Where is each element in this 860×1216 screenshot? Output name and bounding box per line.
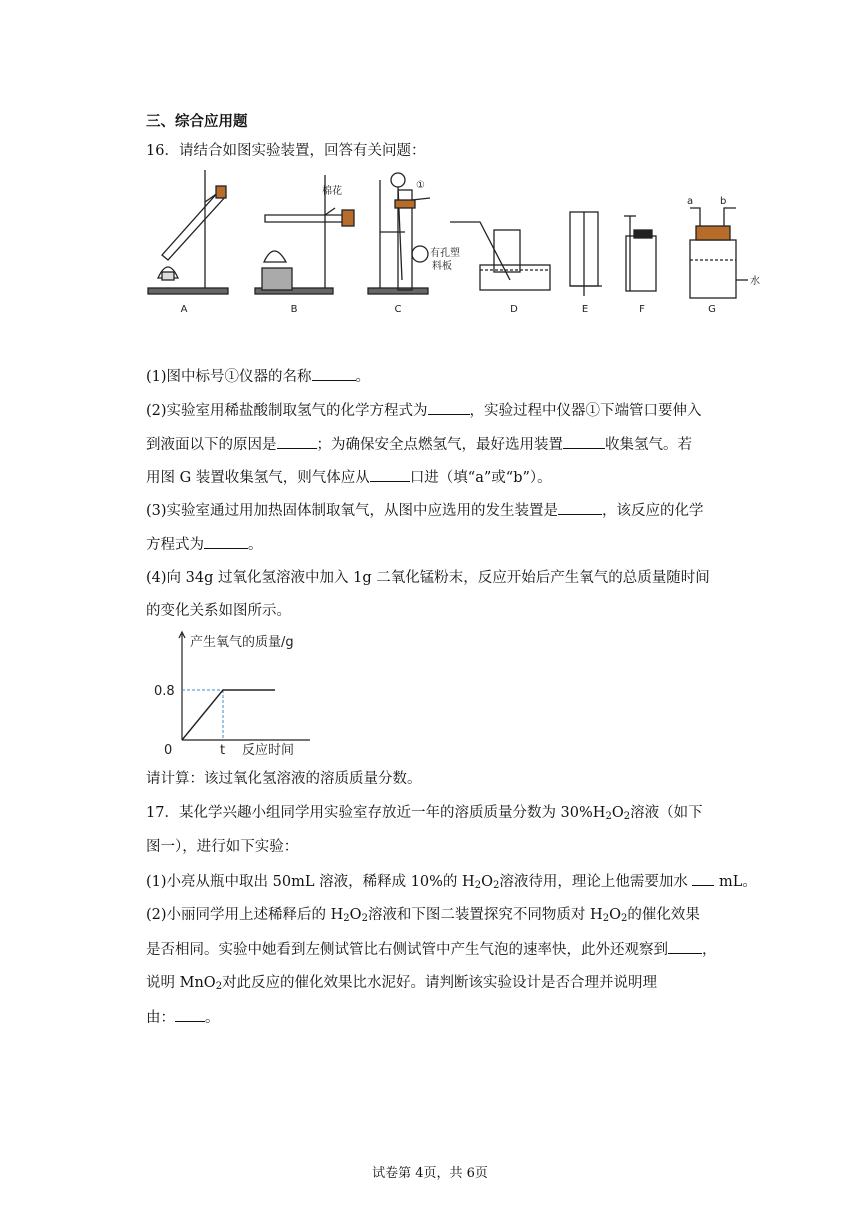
label-g: G [708, 304, 716, 315]
end-mark: 。 [248, 537, 263, 553]
sub-2: 2 [620, 913, 628, 924]
oxygen-mass-chart [150, 628, 350, 763]
y-axis-label: 产生氧气的质量/g [190, 635, 294, 650]
label-a: A [180, 304, 188, 315]
q16-part2-line3 [146, 467, 552, 488]
label-e: E [581, 304, 589, 315]
q17-part2-line3 [146, 973, 657, 993]
apparatus-figure [140, 160, 760, 325]
q16-p2-l3b: 口进（填“a”或“b”）。 [409, 470, 552, 486]
q17-p1c: 溶液待用，理论上他需要加水 [499, 874, 688, 890]
q17-line1 [146, 803, 703, 823]
label-c: C [394, 304, 402, 315]
q17-p2-l1b: O [349, 907, 362, 923]
page-footer: 试卷第 4页，共 6页 [372, 1166, 488, 1181]
q16-p2-l2a: 到液面以下的原因是 [146, 437, 277, 453]
answer-blank[interactable] [370, 467, 410, 482]
q16-p2-l2b: ；为确保安全点燃氢气，最好选用装置 [316, 437, 563, 453]
callout-plate-2: 料板 [432, 261, 452, 272]
q16-p3-l1a: (3)实验室通过用加热固体制取氧气，从图中应选用的发生装置是 [146, 503, 559, 519]
q16-p3-l2: 方程式为 [146, 537, 204, 553]
y-tick-label: 0.8 [154, 684, 175, 699]
q17-p2-l1c: 溶液和下图二装置探究不同物质对 H [367, 907, 603, 923]
q17-part2-line4 [146, 1007, 220, 1028]
q17-p1a: (1)小亮从瓶中取出 50mL 溶液，稀释成 10%的 H [146, 874, 475, 890]
sub-2: 2 [361, 913, 368, 924]
q17-p2-l3b: 对此反应的催化效果比水泥好。请判断该实验设计是否合理并说明理 [222, 975, 658, 991]
apparatus-d [450, 222, 550, 290]
sub-2: 2 [343, 913, 350, 924]
answer-blank[interactable] [558, 500, 602, 515]
answer-blank[interactable] [428, 400, 470, 415]
q17-p2-l2a: 是否相同。实验中她看到左侧试管比右侧试管中产生气泡的速率快，此外还观察到 [146, 942, 668, 958]
answer-blank[interactable] [668, 939, 702, 954]
q16-part1: (1)图中标号①仪器的名称 。 [146, 366, 370, 387]
q16-p3-l1b: ，该反应的化学 [602, 503, 704, 519]
sub-2: 2 [623, 811, 631, 822]
q16-part4-line2: 的变化关系如图所示。 [146, 603, 291, 619]
sub-2: 2 [602, 913, 610, 924]
q17-p2-l1e: 的催化效果 [627, 907, 700, 923]
sub-2: 2 [605, 811, 612, 822]
q16-part2-line1 [146, 400, 702, 421]
sub-2: 2 [215, 981, 223, 992]
q16-calc: 请计算：该过氧化氢溶液的溶质质量分数。 [146, 771, 422, 787]
callout-a: a [687, 196, 694, 207]
q17-p1b: O [481, 874, 493, 890]
q17-p2-l4a: 由： [146, 1010, 175, 1026]
q17-p2-l1d: O [609, 907, 621, 923]
label-f: F [639, 304, 645, 315]
q16-stem: 16．请结合如图实验装置，回答有关问题： [146, 143, 426, 159]
x-origin-label: 0 [164, 743, 173, 758]
q16-part3-line1 [146, 500, 704, 521]
q17-p1d: mL。 [719, 874, 757, 890]
sub-2: 2 [474, 880, 482, 891]
q17-l1c: 溶液（如下 [630, 805, 703, 821]
answer-blank[interactable] [277, 434, 317, 449]
label-b: B [290, 304, 298, 315]
x-axis-label: 反应时间 [242, 743, 295, 758]
sub-2: 2 [492, 880, 500, 891]
q16-p2-l1a: (2)实验室用稀盐酸制取氢气的化学方程式为 [146, 403, 428, 419]
section-title: 三、综合应用题 [146, 113, 248, 130]
answer-blank[interactable] [312, 366, 356, 381]
q17-l1a: 17．某化学兴趣小组同学用实验室存放近一年的溶质质量分数为 30%H [146, 805, 606, 821]
q17-p2-l4b: 。 [205, 1010, 220, 1026]
apparatus-g [690, 208, 748, 298]
answer-blank[interactable] [204, 534, 248, 549]
answer-blank[interactable] [563, 434, 605, 449]
q16-p2-l3a: 用图 G 装置收集氢气，则气体应从 [146, 470, 370, 486]
q17-part2-line2 [146, 939, 717, 960]
q17-p2-l2b: ， [702, 942, 717, 958]
q16-part4-line1: (4)向 34g 过氧化氢溶液中加入 1g 二氧化锰粉末，反应开始后产生氧气的总质量随时间 [146, 570, 710, 586]
apparatus-e [570, 212, 602, 296]
q16-p2-l2c: 收集氢气。若 [605, 437, 692, 453]
label-d: D [510, 304, 518, 315]
q17-p2-l1a: (2)小丽同学用上述稀释后的 H [146, 907, 344, 923]
apparatus-a [148, 170, 228, 294]
x-tick-label: t [220, 743, 226, 758]
answer-blank[interactable] [692, 871, 714, 886]
q16-p2-l1b: ，实验过程中仪器①下端管口要伸入 [469, 403, 702, 419]
callout-marker: ① [416, 180, 425, 191]
q16-part3-line2 [146, 534, 263, 555]
callout-water: 水 [750, 276, 760, 287]
apparatus-f [624, 216, 656, 291]
q17-part1 [146, 871, 757, 892]
apparatus-c [368, 173, 430, 294]
q17-line2: 图一），进行如下实验： [146, 839, 299, 855]
q16-part2-line2 [146, 434, 692, 455]
callout-plate-1: 有孔塑 [430, 248, 460, 259]
series-line [182, 690, 275, 740]
callout-cotton: 棉花 [322, 186, 342, 197]
q17-p2-l3a: 说明 MnO [146, 975, 216, 991]
answer-blank[interactable] [175, 1007, 205, 1022]
q17-part2-line1 [146, 905, 700, 925]
q17-l1b: O [611, 805, 624, 821]
q16-part1-text: (1)图中标号①仪器的名称 [146, 369, 312, 385]
callout-b: b [720, 196, 727, 207]
